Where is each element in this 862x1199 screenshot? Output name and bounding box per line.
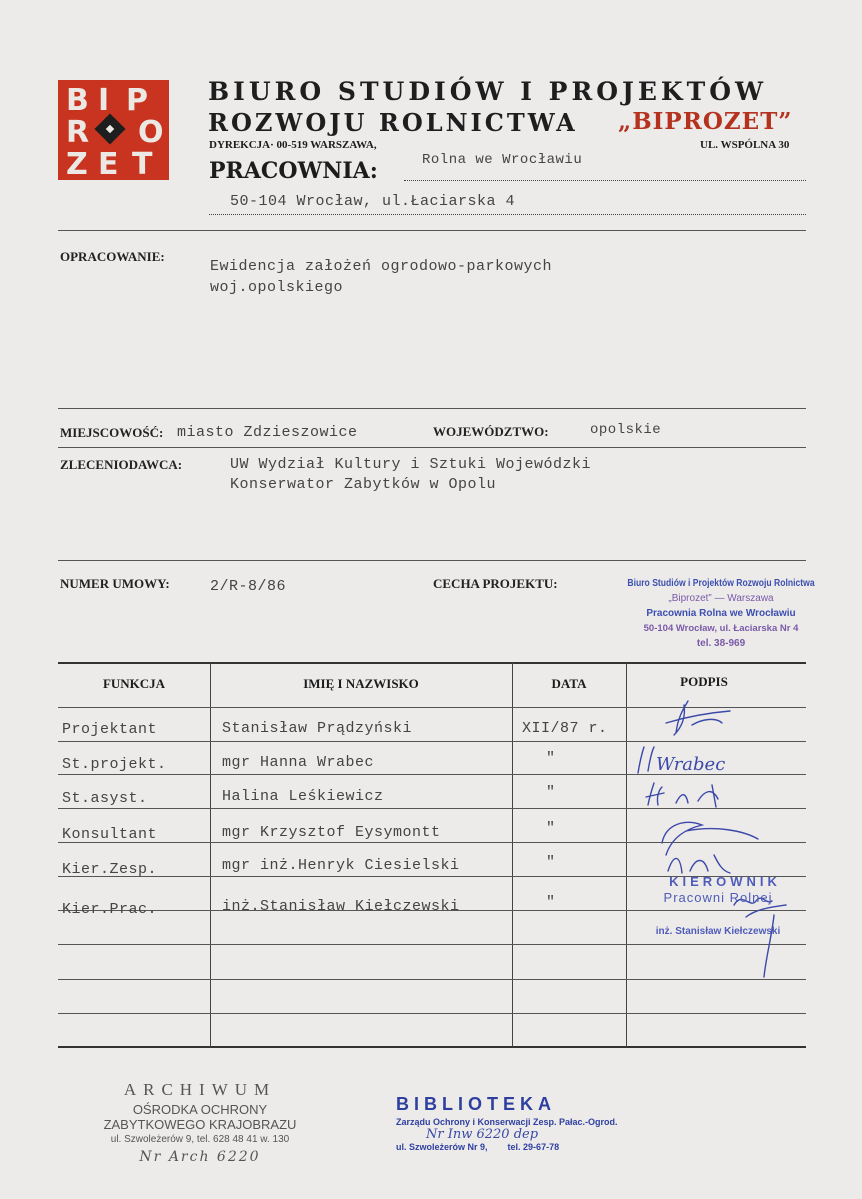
svg-text:Z: Z [66, 147, 88, 180]
row-funkcja: Kier.Prac. [62, 901, 158, 918]
opracowanie-line2: woj.opolskiego [210, 279, 344, 296]
biblioteka-line3: tel. 29-67-78 [507, 1142, 560, 1152]
col-header-data: DATA [551, 676, 587, 691]
stamp-line3: Pracownia Rolna we Wrocławiu [646, 608, 796, 619]
svg-text:T: T [132, 147, 153, 180]
biblioteka-handwritten: Nr Inw 6220 dep [426, 1127, 539, 1142]
archiwum-line2: ZABYTKOWEGO KRAJOBRAZU [103, 1117, 297, 1132]
archiwum-handwritten: Nr Arch 6220 [139, 1149, 261, 1165]
row-funkcja: St.projekt. [62, 756, 167, 773]
signatures-drawing [626, 695, 806, 985]
street-address: UL. WSPÓLNA 30 [700, 139, 790, 151]
pracownia-value: Rolna we Wrocławiu [422, 152, 583, 168]
row-name: inż.Stanisław Kiełczewski [222, 898, 460, 915]
wojewodztwo-value: opolskie [590, 422, 662, 438]
miejscowosc-label: MIEJSCOWOŚĆ: [60, 425, 164, 440]
row-name: Stanisław Prądzyński [222, 720, 413, 737]
row-date: " [546, 750, 556, 767]
opracowanie-line1: Ewidencja założeń ogrodowo-parkowych [210, 258, 553, 275]
svg-text:E: E [98, 147, 119, 180]
kierownik-stamp [628, 874, 808, 940]
col-header-podpis: PODPIS [680, 674, 728, 689]
opracowanie-label: OPRACOWANIE: [60, 249, 165, 264]
workshop-address: 50-104 Wrocław, ul.Łaciarska 4 [230, 193, 516, 210]
signature-text: Wrabec [656, 754, 726, 775]
archiwum-title: ARCHIWUM [123, 1080, 277, 1099]
svg-text:O: O [138, 115, 164, 150]
row-name: Halina Leśkiewicz [222, 788, 384, 805]
row-name: mgr inż.Henryk Ciesielski [222, 857, 460, 874]
miejscowosc-value: miasto Zdzieszowice [177, 424, 358, 441]
direction-address: DYREKCJA· 00-519 WARSZAWA, [209, 139, 377, 151]
row-date: " [546, 894, 556, 911]
org-name-line2: ROZWOJU ROLNICTWA [208, 108, 578, 137]
stamp-line5: tel. 38-969 [696, 638, 746, 649]
zleceniodawca-label: ZLECENIODAWCA: [60, 457, 183, 472]
biblioteka-stamp [396, 1094, 656, 1152]
svg-text:P: P [126, 83, 148, 118]
cecha-label: CECHA PROJEKTU: [433, 576, 558, 591]
biprozet-logo [58, 80, 169, 180]
pracownia-label: PRACOWNIA: [209, 158, 378, 184]
umowa-label: NUMER UMOWY: [60, 576, 170, 591]
col-header-funkcja: FUNKCJA [102, 676, 166, 691]
kierownik-stamp-line3: inż. Stanisław Kiełczewski [655, 926, 781, 937]
row-funkcja: Konsultant [62, 826, 158, 843]
row-funkcja: Kier.Zesp. [62, 861, 158, 878]
col-header-imie: IMIĘ I NAZWISKO [303, 676, 419, 691]
zleceniodawca-line2: Konserwator Zabytków w Opolu [230, 476, 497, 493]
workshop-stamp [596, 576, 846, 651]
row-date: " [546, 854, 556, 871]
kierownik-stamp-line2: Pracowni Rolnej [663, 890, 773, 905]
wojewodztwo-label: WOJEWÓDZTWO: [433, 424, 549, 439]
stamp-line4: 50-104 Wrocław, ul. Łaciarska Nr 4 [643, 623, 799, 634]
row-date: " [546, 820, 556, 837]
biblioteka-title: BIBLIOTEKA [396, 1094, 556, 1114]
stamp-line1: Biuro Studiów i Projektów Rozwoju Rolnictwa [627, 578, 815, 589]
row-name: mgr Hanna Wrabec [222, 754, 375, 771]
umowa-value: 2/R-8/86 [210, 578, 287, 595]
archiwum-stamp [70, 1080, 330, 1165]
svg-text:I: I [98, 83, 110, 118]
archiwum-line3: ul. Szwoleżerów 9, tel. 628 48 41 w. 130 [110, 1134, 290, 1145]
brand-name: „BIPROZET” [618, 108, 793, 135]
row-name: mgr Krzysztof Eysymontt [222, 824, 441, 841]
row-date: " [546, 784, 556, 801]
stamp-line2: „Biprozet” — Warszawa [668, 593, 774, 604]
biblioteka-line2: ul. Szwoleżerów Nr 9, [396, 1142, 488, 1152]
svg-text:B: B [66, 83, 89, 118]
kierownik-stamp-line1: KIEROWNIK [669, 874, 781, 889]
row-date: XII/87 r. [522, 720, 608, 737]
row-funkcja: Projektant [62, 721, 158, 738]
svg-text:R: R [66, 115, 90, 150]
zleceniodawca-line1: UW Wydział Kultury i Sztuki Wojewódzki [230, 456, 592, 473]
org-name-line1: BIURO STUDIÓW I PROJEKTÓW [208, 77, 768, 106]
archiwum-line1: OŚRODKA OCHRONY [132, 1102, 268, 1117]
row-funkcja: St.asyst. [62, 790, 148, 807]
biblioteka-line1: Zarządu Ochrony i Konserwacji Zesp. Pałac.-Ogrod. [396, 1117, 618, 1127]
